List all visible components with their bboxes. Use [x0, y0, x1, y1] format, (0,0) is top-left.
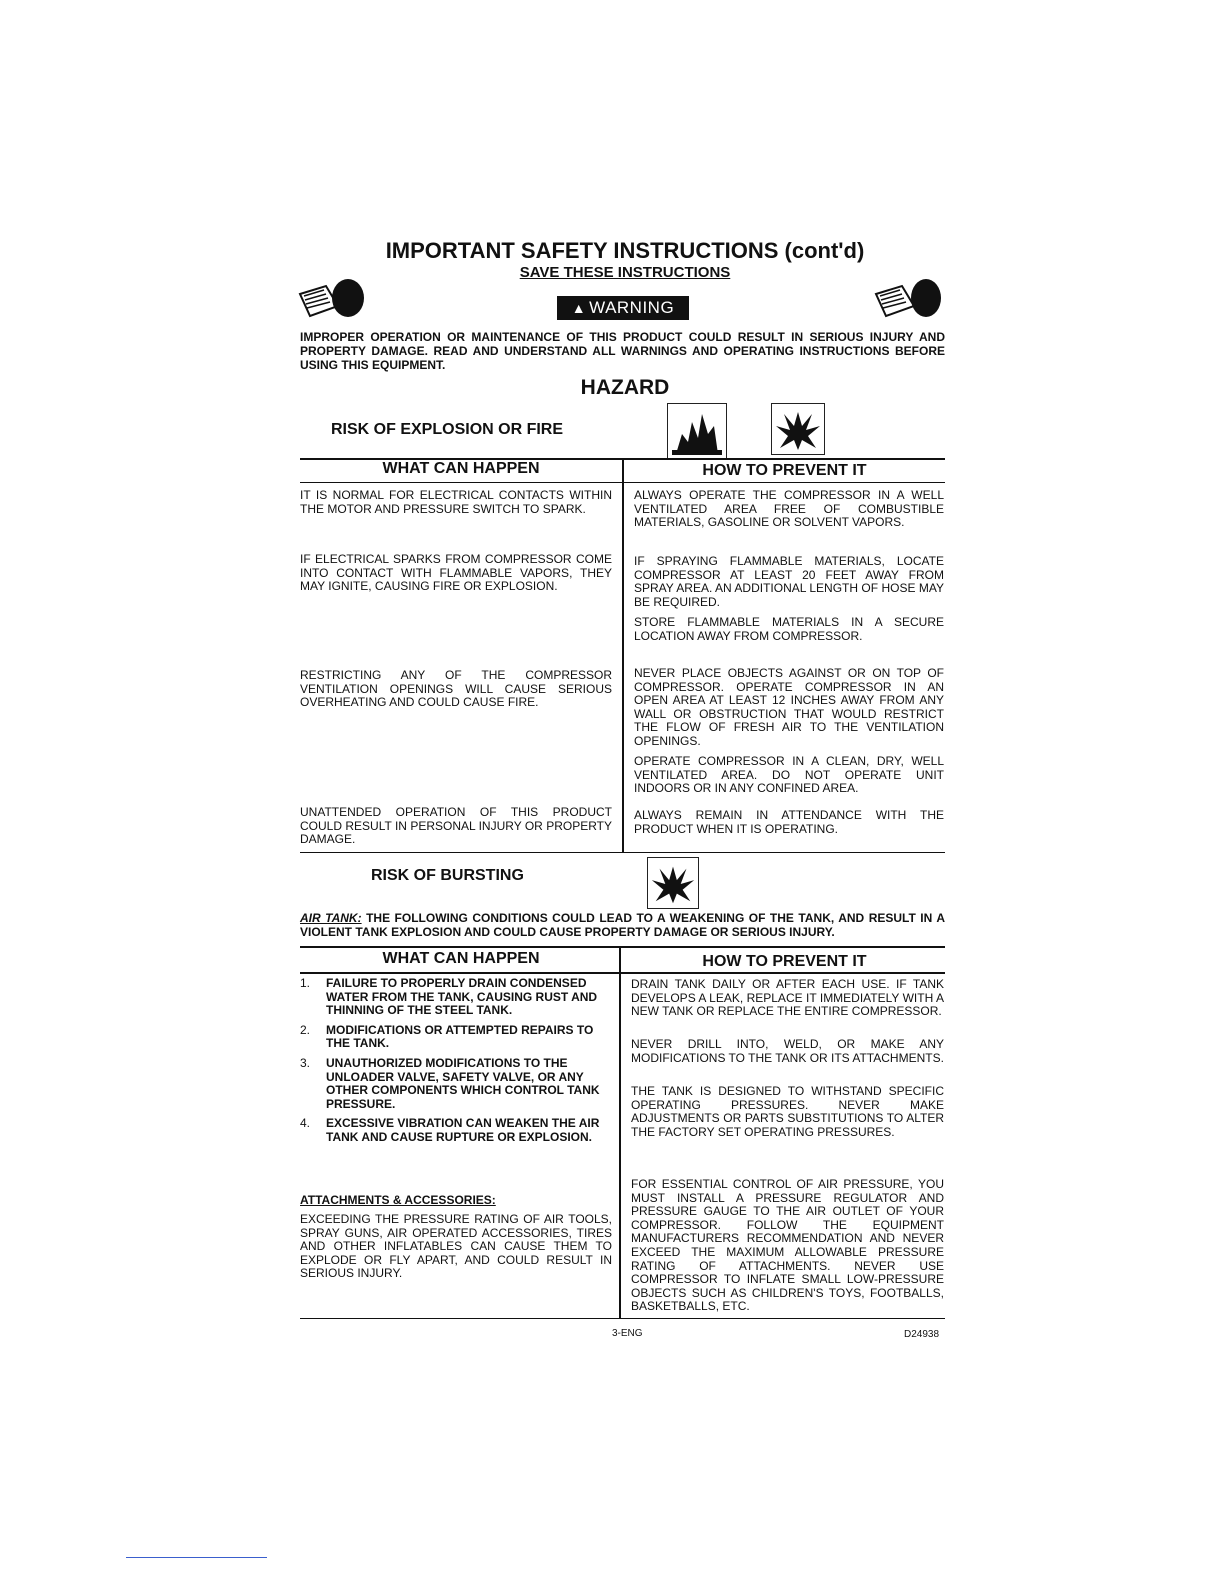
explosion-row-3-happen: RESTRICTING ANY OF THE COMPRESSOR VENTILATION OPENINGS WILL CAUSE SERIOUS OVERHEATING AND COULD CAUSE FIRE.	[300, 668, 612, 710]
fire-icon	[667, 403, 727, 459]
bursting-prevent-1: DRAIN TANK DAILY OR AFTER EACH USE. IF TANK DEVELOPS A LEAK, REPLACE IT IMMEDIATELY WITH A NEW TANK OR REPLACE THE ENTIRE COMPRESSOR.	[631, 977, 944, 1019]
list-item: 3. UNAUTHORIZED MODIFICATIONS TO THE UNLOADER VALVE, SAFETY VALVE, OR ANY OTHER COMPONENTS WHICH CONTROL TANK PRESSURE.	[300, 1055, 600, 1111]
explosion-row-1-prevent: ALWAYS OPERATE THE COMPRESSOR IN A WELL VENTILATED AREA FREE OF COMBUSTIBLE MATERIALS, GASOLINE OR SOLVENT VAPORS.	[634, 488, 944, 530]
bursting-prevent-4: FOR ESSENTIAL CONTROL OF AIR PRESSURE, YOU MUST INSTALL A PRESSURE REGULATOR AND PRESSURE GAUGE TO THE AIR OUTLET OF YOUR COMPRESSOR. FOLLOW THE EQUIPMENT MANUFACTURERS RECOMMENDATION AND NEVER EXCEED THE MAXIMUM ALLOWABLE PRESSURE RATING OF ATTACHMENTS. NEVER USE COMPRESSOR TO INFLATE SMALL LOW-PRESSURE OBJECTS SUCH AS CHILDREN'S TOYS, FOOTBALLS, BASKETBALLS, ETC.	[631, 1177, 944, 1314]
page-title: IMPORTANT SAFETY INSTRUCTIONS (cont'd)	[385, 238, 865, 263]
table2-bottom-rule	[300, 1318, 945, 1319]
explosion-row-4-happen: UNATTENDED OPERATION OF THIS PRODUCT COULD RESULT IN PERSONAL INJURY OR PROPERTY DAMAGE.	[300, 805, 612, 847]
explosion-row-2-prevent: IF SPRAYING FLAMMABLE MATERIALS, LOCATE COMPRESSOR AT LEAST 20 FEET AWAY FROM SPRAY AREA. AN ADDITIONAL LENGTH OF HOSE MAY BE REQUIRED.	[634, 554, 944, 609]
read-manual-icon	[872, 276, 942, 324]
save-instructions-subtitle: SAVE THESE INSTRUCTIONS	[519, 264, 731, 281]
scan-edge-line	[126, 1557, 267, 1558]
col-what-can-happen: WHAT CAN HAPPEN	[382, 950, 540, 967]
table-divider	[622, 458, 624, 852]
hazard-heading: HAZARD	[580, 376, 670, 399]
attachments-text: EXCEEDING THE PRESSURE RATING OF AIR TOOLS, SPRAY GUNS, AIR OPERATED ACCESSORIES, TIRES AND OTHER INFLATABLES CAN CAUSE THEM TO EXPLODE OR FLY APART, AND COULD RESULT IN SERIOUS INJURY.	[300, 1212, 612, 1281]
col-how-to-prevent: HOW TO PREVENT IT	[702, 462, 867, 479]
air-tank-text: THE FOLLOWING CONDITIONS COULD LEAD TO A WEAKENING OF THE TANK, AND RESULT IN A VIOLENT TANK EXPLOSION AND COULD CAUSE PROPERTY DAMAGE OR SERIOUS INJURY.	[300, 911, 945, 939]
explosion-row-3-prevent: NEVER PLACE OBJECTS AGAINST OR ON TOP OF COMPRESSOR. OPERATE COMPRESSOR IN AN OPEN AREA AT LEAST 12 INCHES AWAY FROM ANY WALL OR OBSTRUCTION THAT WOULD RESTRICT THE FLOW OF FRESH AIR TO THE VENTILATION OPENINGS.	[634, 666, 944, 748]
explosion-row-2-happen: IF ELECTRICAL SPARKS FROM COMPRESSOR COME INTO CONTACT WITH FLAMMABLE VAPORS, THEY MAY IGNITE, CAUSING FIRE OR EXPLOSION.	[300, 552, 612, 594]
air-tank-paragraph	[300, 912, 945, 939]
warning-triangle-icon: ▲	[571, 300, 587, 316]
bursting-prevent-3: THE TANK IS DESIGNED TO WITHSTAND SPECIFIC OPERATING PRESSURES. NEVER MAKE ADJUSTMENTS OR PARTS SUBSTITUTIONS TO ALTER THE FACTORY SET OPERATING PRESSURES.	[631, 1084, 944, 1139]
read-manual-icon	[296, 276, 366, 324]
list-item: 2. MODIFICATIONS OR ATTEMPTED REPAIRS TO THE TANK.	[300, 1022, 594, 1051]
explosion-row-4-prevent: ALWAYS REMAIN IN ATTENDANCE WITH THE PRODUCT WHEN IT IS OPERATING.	[634, 808, 944, 836]
risk-explosion-title: RISK OF EXPLOSION OR FIRE	[331, 421, 564, 438]
bursting-prevent-2: NEVER DRILL INTO, WELD, OR MAKE ANY MODIFICATIONS TO THE TANK OR ITS ATTACHMENTS.	[631, 1037, 944, 1065]
warning-intro-text: IMPROPER OPERATION OR MAINTENANCE OF THIS PRODUCT COULD RESULT IN SERIOUS INJURY AND PROPERTY DAMAGE. READ AND UNDERSTAND ALL WARNINGS AND OPERATING INSTRUCTIONS BEFORE USING THIS EQUIPMENT.	[300, 330, 945, 372]
explosion-icon	[647, 857, 699, 909]
document-code: D24938	[904, 1329, 940, 1340]
explosion-row-1-happen: IT IS NORMAL FOR ELECTRICAL CONTACTS WITHIN THE MOTOR AND PRESSURE SWITCH TO SPARK.	[300, 488, 612, 516]
col-what-can-happen: WHAT CAN HAPPEN	[382, 460, 540, 477]
air-tank-label: AIR TANK:	[300, 911, 362, 925]
list-item: 1. FAILURE TO PROPERLY DRAIN CONDENSED WATER FROM THE TANK, CAUSING RUST AND THINNING OF THE STEEL TANK.	[300, 976, 598, 1018]
col-how-to-prevent: HOW TO PREVENT IT	[702, 953, 867, 970]
explosion-row-3-prevent-2: OPERATE COMPRESSOR IN A CLEAN, DRY, WELL VENTILATED AREA. DO NOT OPERATE UNIT INDOORS OR IN ANY CONFINED AREA.	[634, 754, 944, 796]
bursting-happen-list	[300, 977, 612, 1151]
page-number: 3-ENG	[612, 1328, 643, 1339]
table2-top-rule	[300, 946, 945, 948]
table2-header-rule	[300, 972, 945, 974]
warning-label: ▲ WARNING	[557, 296, 689, 320]
explosion-icon	[771, 403, 825, 455]
risk-bursting-title: RISK OF BURSTING	[371, 867, 524, 884]
attachments-heading: ATTACHMENTS & ACCESSORIES:	[300, 1193, 496, 1207]
list-item: 4. EXCESSIVE VIBRATION CAN WEAKEN THE AIR TANK AND CAUSE RUPTURE OR EXPLOSION.	[300, 1116, 600, 1144]
table-bottom-rule	[300, 852, 945, 853]
explosion-row-2-prevent-2: STORE FLAMMABLE MATERIALS IN A SECURE LOCATION AWAY FROM COMPRESSOR.	[634, 615, 944, 643]
table2-divider	[619, 946, 621, 1318]
